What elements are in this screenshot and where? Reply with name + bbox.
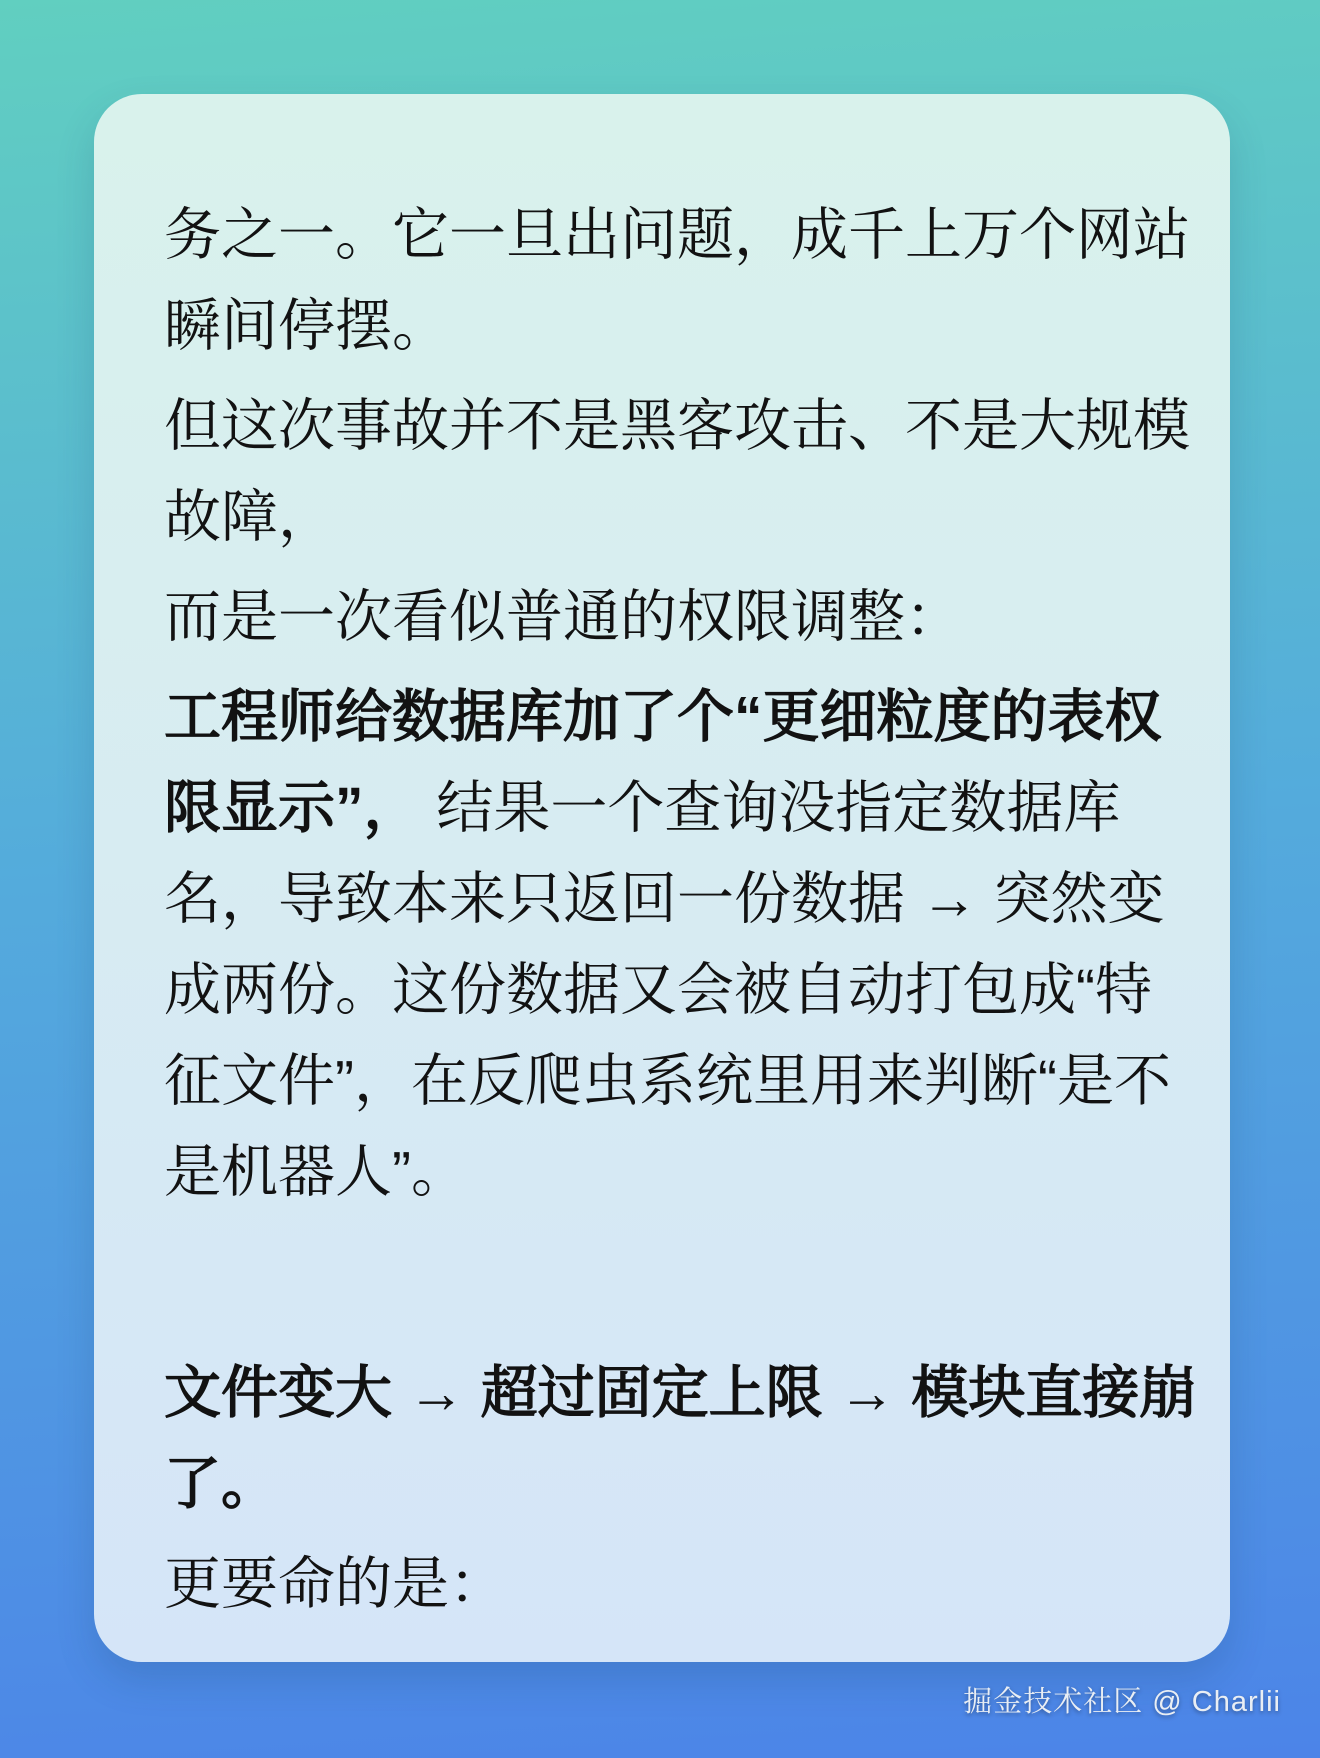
footer-credit: 掘金技术社区 @ Charlii — [963, 1686, 1281, 1718]
text-segment: 结果一个查询没指定数据库名，导致本来只返回一份数据 → 突然变成两份。这份数据又会被自动打包成“特征文件”，在反爬虫系统里用来判断“是不是机器人”。 — [164, 776, 1171, 1204]
paragraph — [164, 1348, 1208, 1530]
paragraph — [164, 572, 1208, 663]
text-segment: 更要命的是： — [164, 1552, 506, 1616]
card-text — [164, 190, 1208, 1639]
paragraph — [164, 1539, 1208, 1630]
text-segment: 但这次事故并不是黑客攻击、不是大规模故障， — [164, 394, 1190, 549]
paragraph — [164, 672, 1208, 1218]
text-segment: 务之一。它一旦出问题，成千上万个网站瞬间停摆。 — [164, 203, 1190, 358]
bold-text-segment: 文件变大 → 超过固定上限 → 模块直接崩了。 — [164, 1361, 1197, 1516]
content-card — [94, 94, 1230, 1662]
bold-text-segment: 工程师给数据库加了个“更细粒度的表权限显示”， — [164, 685, 1162, 840]
paragraph — [164, 190, 1208, 372]
text-segment: 而是一次看似普通的权限调整： — [164, 585, 962, 649]
paragraph — [164, 381, 1208, 563]
